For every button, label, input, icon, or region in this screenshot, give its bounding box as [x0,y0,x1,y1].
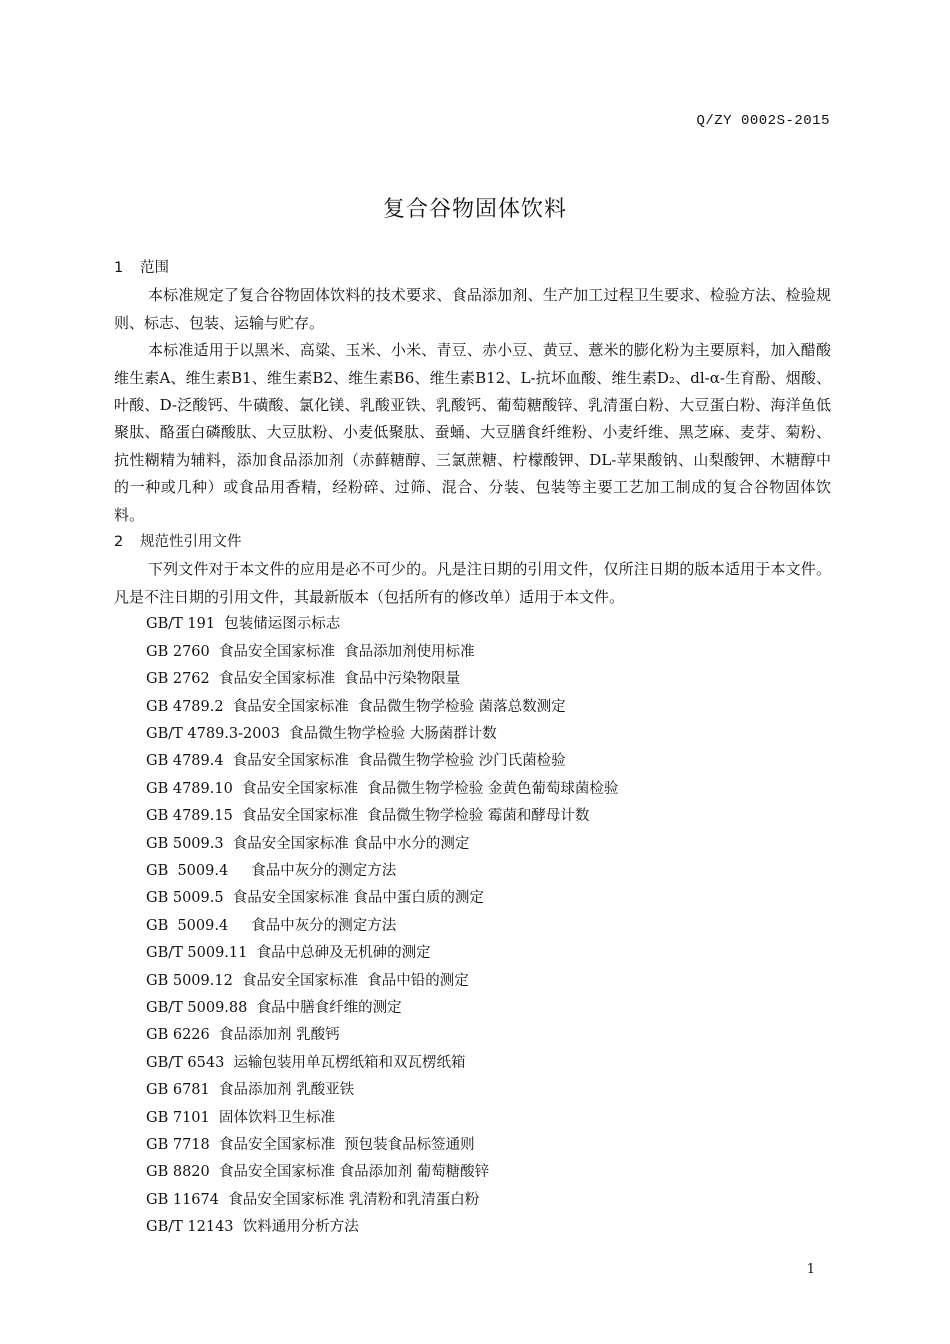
section-1-number: 1 [114,260,124,276]
reference-item: GB 5009.3 食品安全国家标准 食品中水分的测定 [146,835,470,852]
reference-item: GB 5009.4 食品中灰分的测定方法 [146,917,397,934]
reference-item: GB 4789.15 食品安全国家标准 食品微生物学检验 霉菌和酵母计数 [146,808,590,825]
reference-item: GB/T 5009.88 食品中膳食纤维的测定 [146,999,402,1016]
page-number: 1 [806,1262,815,1277]
reference-item: GB/T 191 包装储运图示标志 [146,616,341,633]
scope-paragraph-2: 本标准适用于以黑米、高粱、玉米、小米、青豆、赤小豆、黄豆、薏米的膨化粉为主要原料，加入醋酸维生素A、维生素B1、维生素B2、维生素B6、维生素B12、L-抗坏血酸、维生素D₂、dl-α-生育酚、烟酸、叶酸、D-泛酸钙、牛磺酸、氯化镁、乳酸亚铁、乳酸钙、葡萄糖酸锌、乳清蛋白粉、大豆蛋白粉、海洋鱼低聚肽、酪蛋白磷酸肽、大豆肽粉、小麦低聚肽、蚕蛹、大豆膳食纤维粉、小麦纤维、黑芝麻、麦芽、菊粉、抗性糊精为辅料，添加食品添加剂（赤藓糖醇、三氯蔗糖、柠檬酸钾、DL-苹果酸钠、山梨酸钾、木糖醇中的一种或几种）或食品用香精，经粉碎、过筛、混合、分装、包装等主要工艺加工制成的复合谷物固体饮料。 [114,341,831,524]
reference-item: GB 4789.10 食品安全国家标准 食品微生物学检验 金黄色葡萄球菌检验 [146,780,619,797]
document-title: 复合谷物固体饮料 [382,197,567,222]
section-2-title: 规范性引用文件 [140,534,242,551]
reference-item: GB 5009.12 食品安全国家标准 食品中铅的测定 [146,972,469,989]
references-intro: 下列文件对于本文件的应用是必不可少的。凡是注日期的引用文件，仅所注日期的版本适用于本文件。凡是不注日期的引用文件，其最新版本（包括所有的修改单）适用于本文件。 [114,560,831,606]
reference-item: GB/T 12143 饮料通用分析方法 [146,1219,359,1236]
reference-item: GB 11674 食品安全国家标准 乳清粉和乳清蛋白粉 [146,1191,480,1208]
reference-item: GB 2762 食品安全国家标准 食品中污染物限量 [146,671,461,688]
reference-item: GB 7101 固体饮料卫生标准 [146,1109,335,1126]
reference-list [114,611,831,1241]
section-1-heading [114,255,831,282]
section-2-heading [114,529,831,556]
scope-paragraph-1: 本标准规定了复合谷物固体饮料的技术要求、食品添加剂、生产加工过程卫生要求、检验方法、检验规则、标志、包装、运输与贮存。 [114,286,831,332]
section-2-number: 2 [114,534,124,551]
reference-item: GB/T 5009.11 食品中总砷及无机砷的测定 [146,945,431,962]
section-1-title: 范围 [140,260,169,276]
reference-item: GB 2760 食品安全国家标准 食品添加剂使用标准 [146,643,475,660]
reference-item: GB/T 6543 运输包装用单瓦楞纸箱和双瓦楞纸箱 [146,1054,466,1071]
reference-item: GB 5009.4 食品中灰分的测定方法 [146,862,397,879]
reference-item: GB 6226 食品添加剂 乳酸钙 [146,1027,340,1044]
document-body [114,255,831,1242]
document-code: Q/ZY 0002S-2015 [696,113,830,129]
reference-item: GB 5009.5 食品安全国家标准 食品中蛋白质的测定 [146,890,484,907]
reference-item: GB 4789.4 食品安全国家标准 食品微生物学检验 沙门氏菌检验 [146,753,566,770]
reference-item: GB 6781 食品添加剂 乳酸亚铁 [146,1082,355,1099]
reference-item: GB 7718 食品安全国家标准 预包装食品标签通则 [146,1137,475,1153]
reference-item: GB/T 4789.3-2003 食品微生物学检验 大肠菌群计数 [146,725,497,742]
reference-item: GB 4789.2 食品安全国家标准 食品微生物学检验 菌落总数测定 [146,698,566,715]
reference-item: GB 8820 食品安全国家标准 食品添加剂 葡萄糖酸锌 [146,1164,490,1181]
